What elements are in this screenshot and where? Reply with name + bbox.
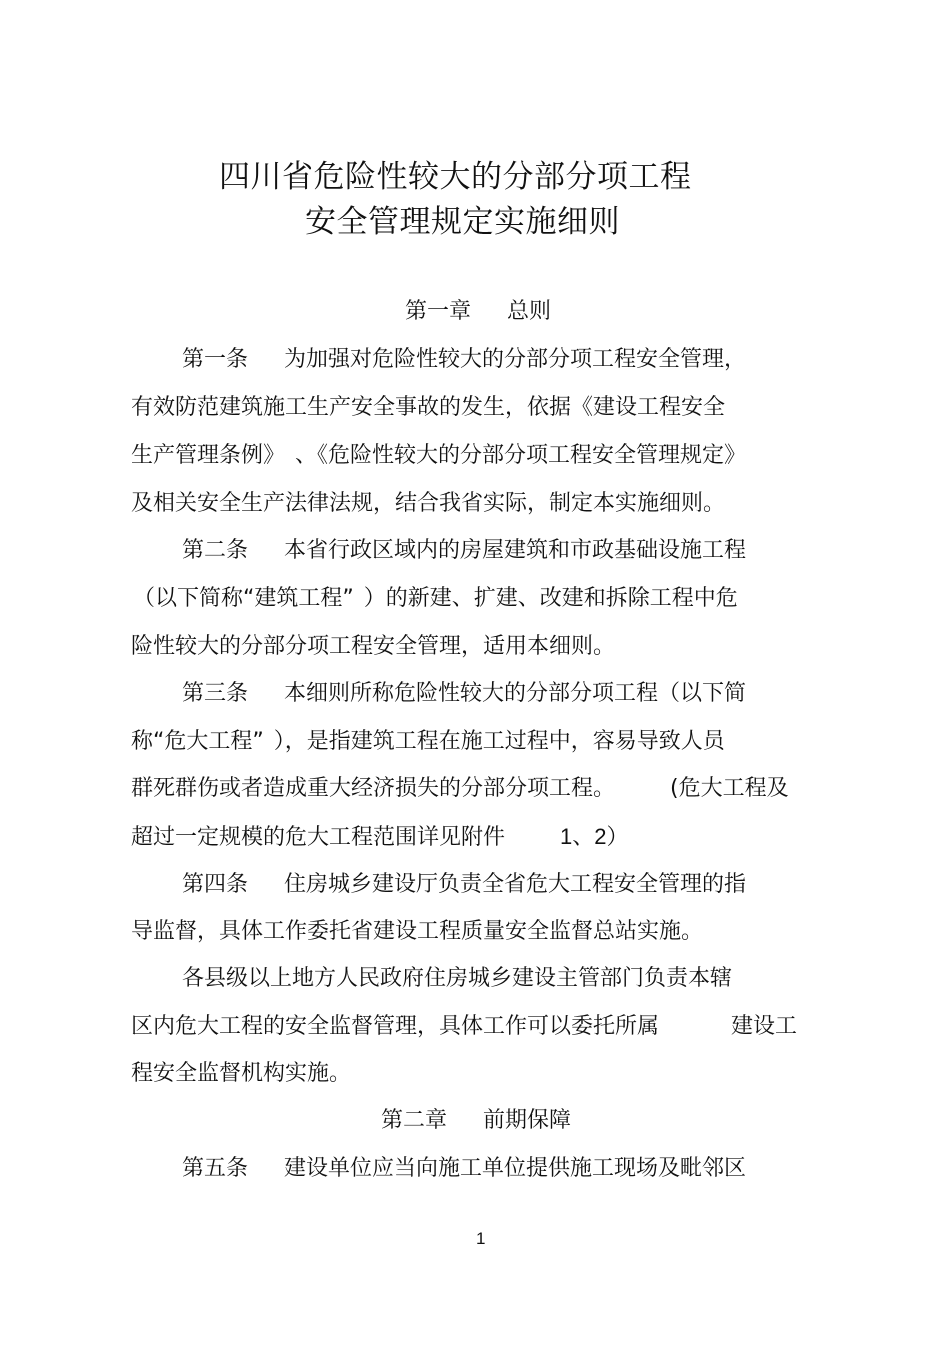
- article-1-line-3: [131, 442, 746, 470]
- article-1-line-2: 有效防范建筑施工生产安全事故的发生，依据《建设工程安全: [131, 395, 726, 420]
- chapter-number: 第二章: [381, 1108, 448, 1133]
- article-4-line-2: 导监督，具体工作委托省建设工程质量安全监督总站实施。: [131, 919, 704, 944]
- article-3-line-3: [131, 775, 789, 803]
- article-label: 第五条: [182, 1156, 249, 1181]
- article-text: (危大工程及: [670, 776, 789, 801]
- chapter-heading-1: [405, 298, 551, 326]
- article-text: 群死群伤或者造成重大经济损失的分部分项工程。: [131, 776, 616, 801]
- article-3-line-1: [182, 680, 746, 708]
- document-title-line-2: 安全管理规定实施细则: [305, 204, 620, 240]
- article-text: 本细则所称危险性较大的分部分项工程（以下简: [284, 681, 747, 706]
- paragraph-local-line-2: [131, 1013, 797, 1041]
- paragraph-local-line-1: 各县级以上地方人民政府住房城乡建设主管部门负责本辖: [182, 966, 733, 991]
- article-2-line-1: [182, 537, 746, 565]
- paragraph-local-line-3: 程安全监督机构实施。: [131, 1061, 352, 1086]
- article-label: 第一条: [182, 347, 249, 372]
- document-title-line-1: 四川省危险性较大的分部分项工程: [219, 159, 692, 195]
- article-4-line-1: [182, 871, 746, 899]
- article-1-line-4: 及相关安全生产法律法规，结合我省实际，制定本实施细则。: [131, 491, 726, 516]
- article-text: 生产管理条例》: [131, 443, 286, 468]
- article-text: 称“危大工程”: [131, 729, 264, 754]
- chapter-name: 总则: [507, 299, 552, 324]
- annex-reference: 1、2）: [560, 824, 629, 849]
- chapter-name: 前期保障: [483, 1108, 572, 1133]
- article-text: 为加强对危险性较大的分部分项工程安全管理，: [284, 347, 747, 372]
- article-text: ），是指建筑工程在施工过程中，容易导致人员: [273, 729, 725, 754]
- article-text: ）的新建、扩建、改建和拆除工程中危: [363, 586, 738, 611]
- article-label: 第四条: [182, 872, 249, 897]
- article-label: 第二条: [182, 538, 249, 563]
- article-2-line-2: [133, 585, 738, 613]
- chapter-number: 第一章: [405, 299, 472, 324]
- chapter-heading-2: [381, 1107, 571, 1135]
- article-text: 住房城乡建设厅负责全省危大工程安全管理的指: [284, 872, 747, 897]
- article-label: 第三条: [182, 681, 249, 706]
- article-2-line-3: 险性较大的分部分项工程安全管理，适用本细则。: [131, 634, 616, 659]
- page-number: 1: [476, 1229, 486, 1248]
- article-text: 、《危险性较大的分部分项工程安全管理规定》: [295, 443, 747, 468]
- article-text: 超过一定规模的危大工程范围详见附件: [131, 825, 506, 850]
- article-3-line-2: [131, 728, 725, 756]
- article-text: （以下简称“建筑工程”: [133, 586, 354, 611]
- article-5-line-1: [182, 1155, 746, 1183]
- article-3-line-4: [131, 823, 629, 852]
- article-text: 本省行政区域内的房屋建筑和市政基础设施工程: [284, 538, 747, 563]
- paragraph-text: 区内危大工程的安全监督管理，具体工作可以委托所属: [131, 1014, 660, 1039]
- article-1-line-1: [182, 346, 746, 374]
- paragraph-text: 建设工: [731, 1014, 798, 1039]
- article-text: 建设单位应当向施工单位提供施工现场及毗邻区: [284, 1156, 747, 1181]
